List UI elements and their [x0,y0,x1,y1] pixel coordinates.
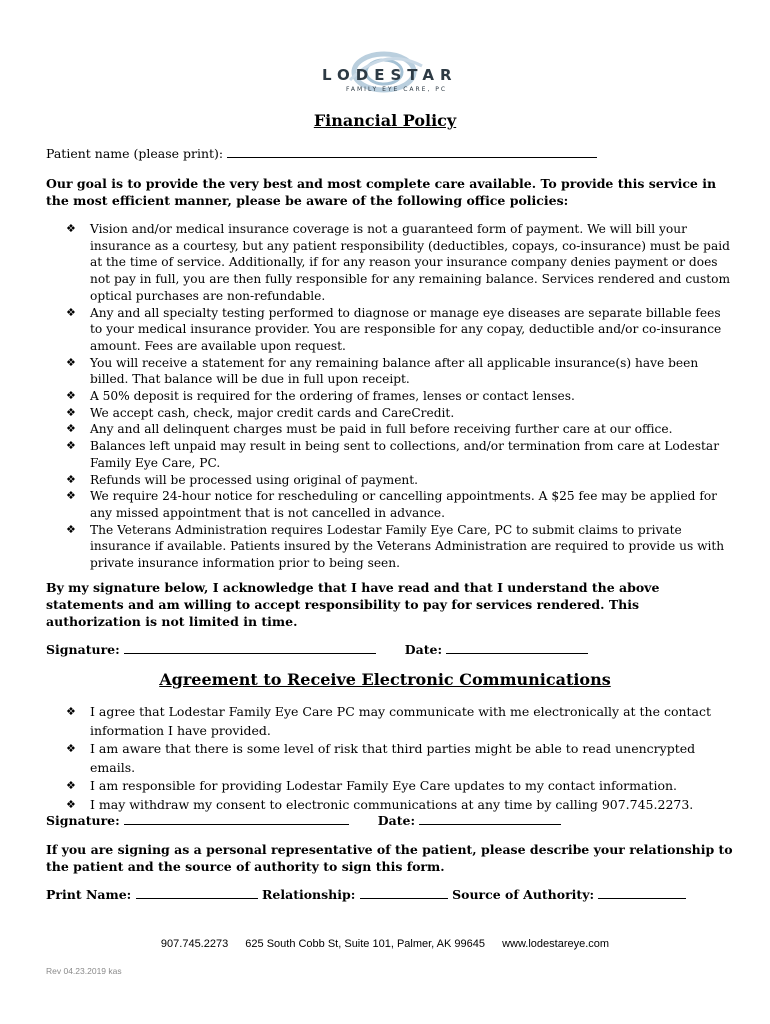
signature-row-1 [46,642,588,657]
list-item: ❖ You will receive a statement for any remaining balance after all applicable insurance(s) have been billed. That balance will be due in full upon receipt. [66,355,699,387]
diamond-bullet-icon: ❖ [66,389,76,403]
signature-label: Signature: [46,813,120,828]
diamond-bullet-icon: ❖ [66,472,76,486]
source-of-authority-label: Source of Authority: [452,887,595,902]
footer-address: 625 South Cobb St, Suite 101, Palmer, AK 99645 [245,938,486,950]
diamond-bullet-icon: ❖ [66,522,76,536]
patient-name-field[interactable] [227,146,597,158]
logo-name: LODESTAR [322,66,458,84]
list-item: ❖ A 50% deposit is required for the ordering of frames, lenses or contact lenses. [66,389,575,404]
list-item: ❖ Balances left unpaid may result in being sent to collections, and/or termination from care at Lodestar Family Eye Care, PC. [66,439,720,470]
diamond-bullet-icon: ❖ [66,405,76,419]
diamond-bullet-icon: ❖ [66,779,76,792]
lodestar-logo [318,50,458,104]
list-item: ❖ I agree that Lodestar Family Eye Care PC may communicate with me electronically at the contact information I have provided. [66,704,712,738]
relationship-field[interactable] [360,887,448,899]
intro-paragraph: Our goal is to provide the very best and most complete care available. To provide this service in the most efficient manner, please be aware of the following office policies: [46,176,717,208]
footer-website[interactable]: www.lodestareye.com [502,938,610,950]
list-item: ❖ I may withdraw my consent to electronic communications at any time by calling 907.745.2273. [66,796,731,815]
list-item: ❖ Refunds will be processed using original of payment. [66,472,419,487]
signature-label: Signature: [46,642,120,657]
relationship-label: Relationship: [262,887,356,902]
representative-row [46,887,686,902]
list-item: ❖ The Veterans Administration requires Lodestar Family Eye Care, PC to submit claims to private insurance if available. Patients insured by the Veterans Administration are required to provide us with private insurance information prior to being seen. [66,522,725,571]
acknowledgement-paragraph: By my signature below, I acknowledge that I have read and that I understand the above statements and am willing to accept responsibility to pay for services rendered. This authorization is not limited in time. [46,580,660,629]
diamond-bullet-icon: ❖ [66,797,76,811]
date-label: Date: [377,813,416,828]
diamond-bullet-icon: ❖ [66,222,76,235]
list-item: ❖ We require 24-hour notice for rescheduling or cancelling appointments. A $25 fee may be applied for any missed appointment that is not cancelled in advance. [66,489,718,520]
signature-field[interactable] [124,642,376,654]
diamond-bullet-icon: ❖ [66,705,76,718]
footer [0,938,770,950]
date-label: Date: [404,642,443,657]
date-field[interactable] [446,642,588,654]
financial-policy-title: Financial Policy [313,111,457,130]
revision-note: Rev 04.23.2019 kas [46,966,122,976]
patient-name-row [46,146,597,161]
footer-phone: 907.745.2273 [160,938,229,950]
source-of-authority-field[interactable] [598,887,686,899]
print-name-label: Print Name: [46,887,132,902]
electronic-communications-title: Agreement to Receive Electronic Communications [159,670,611,689]
diamond-bullet-icon: ❖ [66,355,76,369]
list-item: ❖ I am responsible for providing Lodestar Family Eye Care updates to my contact information. [66,777,731,796]
patient-name-label: Patient name (please print): [46,146,224,161]
electronic-list [66,703,731,814]
logo-tagline: FAMILY EYE CARE, PC [346,86,448,93]
list-item: ❖ We accept cash, check, major credit cards and CareCredit. [66,405,455,420]
list-item: ❖ Any and all delinquent charges must be paid in full before receiving further care at our office. [66,422,673,437]
list-item: ❖ I am aware that there is some level of risk that third parties might be able to read unencrypted emails. [66,741,696,775]
policy-list [66,221,731,572]
list-item: ❖ Any and all specialty testing performed to diagnose or manage eye diseases are separate billable fees to your medical insurance provider. You are responsible for any copay, deductible and/or co-insurance amount. Fees are available upon request. [66,305,722,353]
diamond-bullet-icon: ❖ [66,489,76,503]
signature-field[interactable] [124,813,349,825]
date-field[interactable] [419,813,561,825]
list-item: ❖ Vision and/or medical insurance coverage is not a guaranteed form of payment. We will bill your insurance as a courtesy, but any patient responsibility (deductibles, copays, co-insurance) must be paid at the time of service. Additionally, if for any reason your insurance company denies payment or does not pay in full, you are then fully responsible for any remaining balance. Services rendered and custom optical purchases are non-refundable. [66,222,731,303]
print-name-field[interactable] [136,887,258,899]
signature-row-2 [46,813,561,828]
representative-note: If you are signing as a personal representative of the patient, please describe your relationship to the patient and the source of authority to sign this form. [46,842,733,874]
diamond-bullet-icon: ❖ [66,439,76,453]
diamond-bullet-icon: ❖ [66,305,76,319]
diamond-bullet-icon: ❖ [66,742,76,755]
diamond-bullet-icon: ❖ [66,422,76,436]
